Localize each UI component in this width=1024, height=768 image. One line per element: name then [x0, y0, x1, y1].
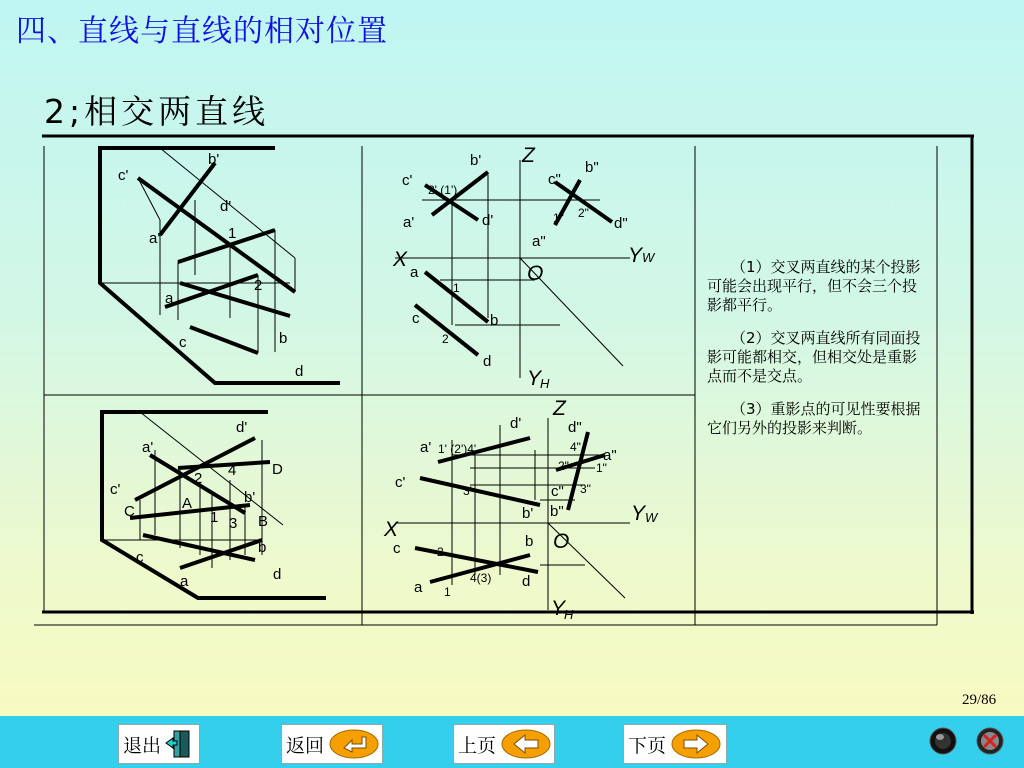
- back-button[interactable]: [281, 724, 383, 764]
- svg-text:H: H: [540, 376, 550, 391]
- svg-text:c': c': [118, 167, 129, 184]
- bottom-left-diagram: [102, 412, 326, 598]
- svg-text:b: b: [279, 330, 288, 347]
- svg-text:d": d": [614, 215, 628, 232]
- svg-text:d': d': [510, 415, 522, 432]
- svg-text:W: W: [645, 510, 658, 525]
- svg-text:a: a: [180, 573, 189, 590]
- svg-text:1": 1": [596, 461, 607, 475]
- next-page-button[interactable]: [623, 724, 727, 764]
- svg-text:Z: Z: [553, 397, 566, 420]
- svg-text:Y: Y: [551, 597, 566, 620]
- svg-text:a: a: [414, 579, 423, 596]
- svg-text:c': c': [110, 481, 121, 498]
- svg-text:c': c': [402, 172, 413, 189]
- left-arrow-icon: [500, 728, 552, 760]
- svg-text:b': b': [244, 489, 256, 506]
- svg-text:X: X: [384, 518, 399, 541]
- svg-text:Y: Y: [631, 502, 646, 525]
- note-3: （3）重影点的可见性要根据它们另外的投影来判断。: [707, 400, 921, 437]
- svg-text:a": a": [603, 447, 617, 464]
- svg-text:d: d: [295, 363, 304, 380]
- svg-text:2: 2: [254, 277, 263, 294]
- svg-text:O: O: [553, 530, 570, 553]
- svg-text:b: b: [490, 312, 499, 329]
- svg-text:a: a: [410, 264, 419, 281]
- svg-text:d: d: [522, 573, 531, 590]
- svg-text:3: 3: [229, 515, 238, 532]
- svg-text:3": 3": [580, 482, 591, 496]
- svg-text:1: 1: [228, 225, 237, 242]
- svg-text:b': b': [522, 505, 534, 522]
- svg-text:b': b': [470, 152, 482, 169]
- svg-text:H: H: [564, 607, 574, 622]
- svg-text:1' (2')4': 1' (2')4': [438, 442, 477, 456]
- notes-panel: [707, 258, 923, 452]
- prev-page-button[interactable]: [453, 724, 555, 764]
- svg-text:2: 2: [194, 470, 203, 487]
- svg-text:4(3): 4(3): [470, 571, 492, 585]
- svg-text:Z: Z: [522, 144, 535, 167]
- svg-text:c: c: [393, 540, 401, 557]
- svg-text:1": 1": [553, 211, 564, 225]
- svg-text:b: b: [525, 533, 534, 550]
- svg-text:D: D: [272, 461, 283, 478]
- svg-text:a': a': [142, 439, 154, 456]
- svg-text:B: B: [258, 513, 269, 530]
- svg-text:2: 2: [437, 545, 444, 559]
- svg-text:a': a': [403, 214, 415, 231]
- right-arrow-icon: [670, 728, 722, 760]
- svg-text:c': c': [395, 474, 406, 491]
- svg-text:2": 2": [578, 206, 589, 220]
- svg-text:b: b: [258, 539, 267, 556]
- svg-text:d': d': [236, 419, 248, 436]
- svg-text:c: c: [136, 549, 144, 566]
- exit-door-icon: [165, 729, 191, 759]
- svg-text:a': a': [149, 230, 161, 247]
- svg-text:a': a': [420, 439, 432, 456]
- svg-text:d': d': [482, 212, 494, 229]
- svg-text:1: 1: [444, 585, 451, 599]
- return-arrow-icon: [328, 728, 380, 760]
- back-label: 返回: [286, 734, 325, 757]
- svg-text:d": d": [568, 419, 582, 436]
- slide-heading: 四、直线与直线的相对位置: [16, 14, 388, 49]
- slide-subheading: 2;相交两直线: [44, 92, 270, 131]
- svg-text:c: c: [179, 334, 187, 351]
- svg-text:b': b': [208, 151, 220, 168]
- exit-button[interactable]: [118, 724, 200, 764]
- svg-text:d': d': [220, 198, 232, 215]
- svg-text:2: 2: [442, 332, 449, 346]
- svg-text:X: X: [393, 248, 408, 271]
- bottom-middle-diagram: [383, 397, 659, 622]
- top-left-diagram: [100, 148, 340, 383]
- svg-text:c": c": [548, 171, 561, 188]
- dark-circle-icon[interactable]: [929, 727, 957, 755]
- svg-text:1: 1: [210, 509, 219, 526]
- svg-text:d: d: [273, 566, 282, 583]
- svg-text:2' (1'): 2' (1'): [428, 183, 458, 197]
- svg-text:a: a: [165, 290, 174, 307]
- svg-text:c": c": [551, 483, 564, 500]
- svg-text:c: c: [412, 310, 420, 327]
- top-middle-diagram: [392, 144, 656, 391]
- svg-text:1: 1: [453, 281, 460, 295]
- svg-text:4: 4: [228, 462, 237, 479]
- page-number: 29/86: [962, 692, 997, 708]
- svg-text:b": b": [585, 159, 599, 176]
- note-1: （1）交叉两直线的某个投影可能会出现平行，但不会三个投影都平行。: [707, 258, 921, 314]
- exit-label: 退出: [123, 734, 162, 757]
- svg-text:4": 4": [570, 440, 581, 454]
- svg-text:W: W: [642, 250, 655, 265]
- next-label: 下页: [628, 734, 667, 757]
- svg-text:Y: Y: [628, 244, 643, 267]
- note-2: （2）交叉两直线所有同面投影可能都相交，但相交处是重影点而不是交点。: [707, 329, 921, 385]
- svg-text:a": a": [532, 233, 546, 250]
- svg-text:Y: Y: [527, 367, 542, 390]
- close-circle-icon[interactable]: [976, 727, 1004, 755]
- svg-text:C: C: [124, 503, 135, 520]
- svg-text:3': 3': [463, 484, 472, 498]
- svg-text:O: O: [527, 262, 544, 285]
- svg-text:b": b": [550, 503, 564, 520]
- svg-text:2": 2": [558, 459, 569, 473]
- prev-label: 上页: [458, 734, 497, 757]
- svg-text:d: d: [483, 353, 492, 370]
- svg-text:A: A: [182, 495, 193, 512]
